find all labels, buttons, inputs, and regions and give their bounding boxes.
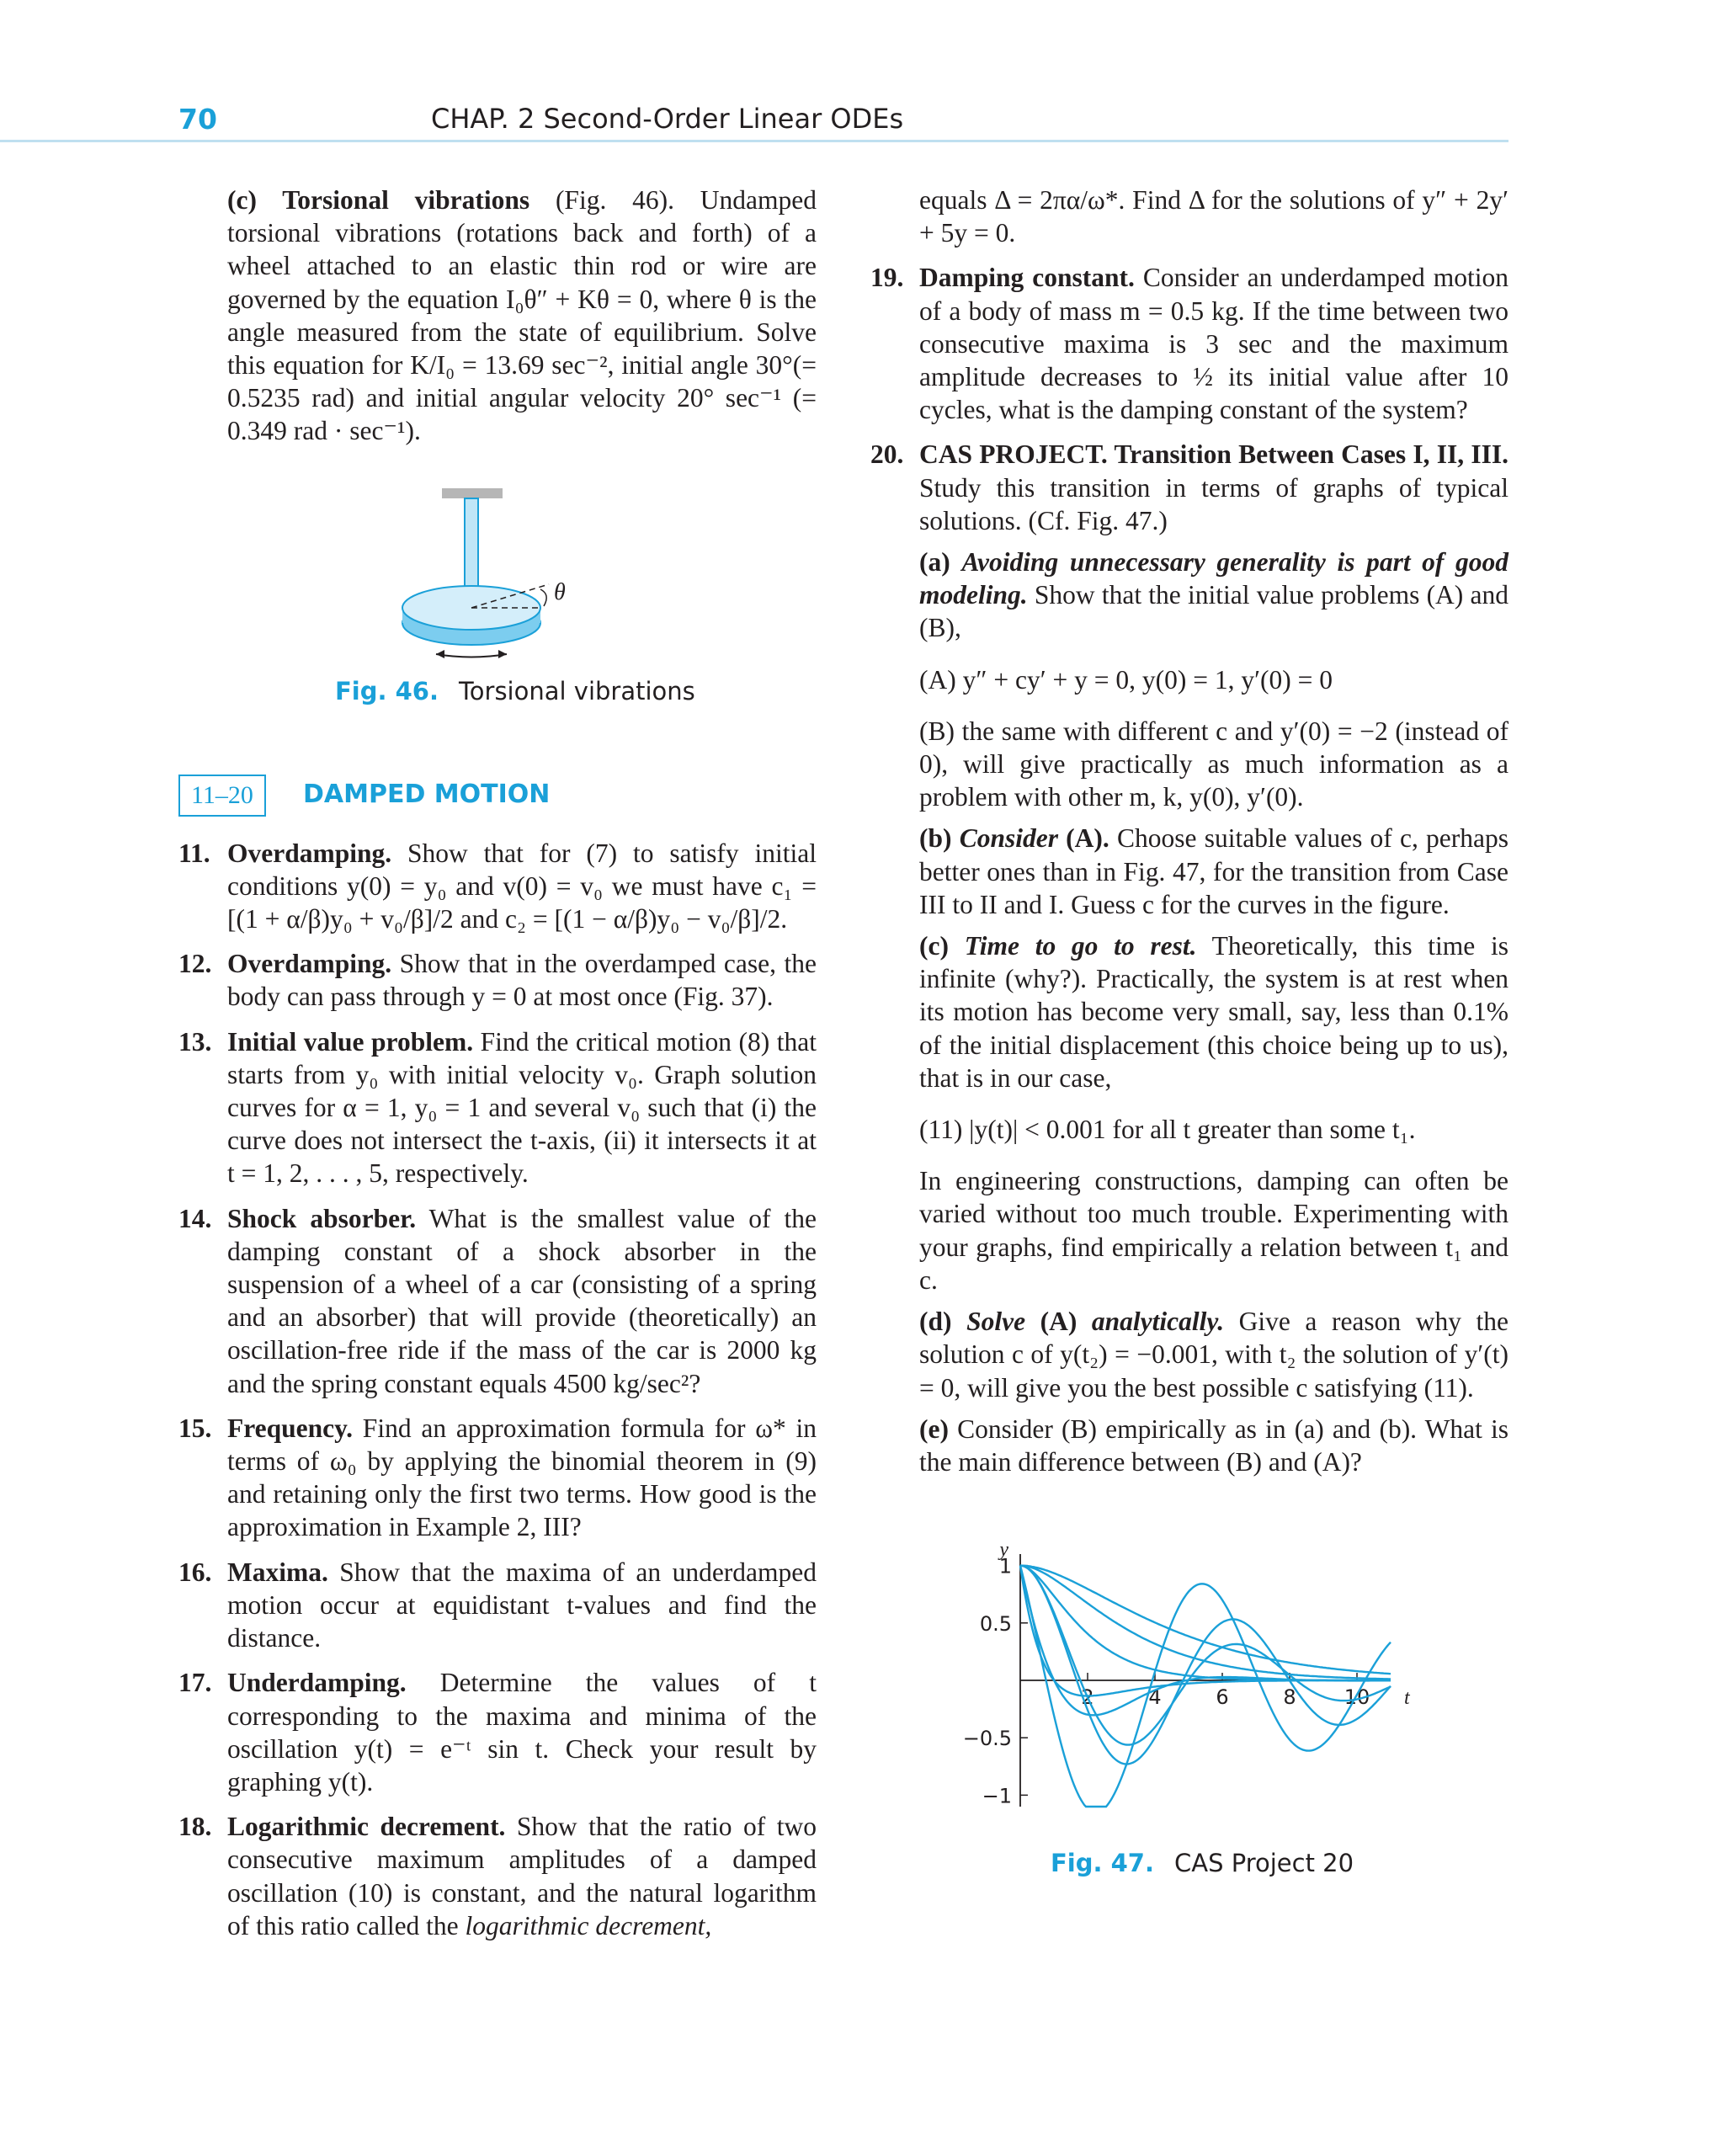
arrow-head-right bbox=[498, 650, 507, 658]
problem-16 bbox=[178, 1556, 817, 1655]
part-title: Consider bbox=[959, 823, 1058, 854]
fig-46-label: Fig. 46. bbox=[335, 676, 439, 705]
angle-arc bbox=[540, 589, 546, 606]
part-label: (e) bbox=[919, 1413, 949, 1444]
x-tick-label: 6 bbox=[1216, 1685, 1229, 1710]
part-text: Choose suitable values of c, perhaps better ones than in Fig. 47, for the transition from Case III to II and I. Guess c for the curves in the figure. bbox=[919, 823, 1508, 919]
chapter-title: CHAP. 2 Second-Order Linear ODEs bbox=[431, 103, 904, 135]
section-title: DAMPED MOTION bbox=[303, 779, 551, 809]
problem-18-continuation: equals Δ = 2πα/ω*. Find Δ for the solutions of y″ + 2y′ + 5y = 0. bbox=[919, 185, 1508, 248]
part-a bbox=[919, 546, 1508, 645]
problem-number: 15. bbox=[178, 1413, 212, 1443]
fig-47-caption-text: CAS Project 20 bbox=[1174, 1849, 1354, 1878]
problem-number: 17. bbox=[178, 1668, 212, 1698]
equation-11: (11) |y(t)| < 0.001 for all t greater than some t₁. bbox=[919, 1115, 1416, 1145]
part-title-2: (A) bbox=[1025, 1307, 1092, 1337]
problem-text: Consider an underdamped motion of a body of mass m = 0.5 kg. If the time between two consecutive maxima is 3 sec and the maximum amplitude decreases to ½ its initial value after 10 cycles, what is the damping constant of the system? bbox=[919, 263, 1508, 425]
page-number: 70 bbox=[178, 103, 217, 136]
y-axis-label: y bbox=[999, 1539, 1008, 1562]
solution-curve-1 bbox=[1020, 1566, 1391, 1674]
fig-47-label: Fig. 47. bbox=[1051, 1849, 1154, 1878]
part-title: Avoiding unnecessary generality is part of good modeling. bbox=[919, 547, 1509, 610]
problem-12 bbox=[178, 947, 817, 1013]
fig-46 bbox=[227, 482, 817, 726]
problem-19 bbox=[870, 261, 1508, 426]
problem-text: Show that in the overdamped case, the body can pass through y = 0 at most once (Fig. 37). bbox=[227, 949, 817, 1012]
problem-title: Overdamping. bbox=[227, 838, 392, 868]
problem-number: 18. bbox=[178, 1812, 212, 1842]
problem-text: Determine the values of t corresponding to the maxima and minima of the oscillation y(t) = e⁻ᵗ sin t. Check your result by graphing y(t). bbox=[227, 1668, 817, 1797]
problem-number: 20. bbox=[870, 439, 904, 470]
cas-project-chart bbox=[919, 1529, 1508, 1840]
part-title: Time to go to rest. bbox=[964, 931, 1197, 961]
part-B-text: (B) the same with different c and y′(0) = −2 (instead of 0), will give practically as much information as a problem with other m, k, y(0), y′(0). bbox=[919, 716, 1508, 812]
problem-20 bbox=[870, 438, 1508, 537]
x-tick-label: 2 bbox=[1081, 1685, 1094, 1710]
problem-number: 13. bbox=[178, 1026, 212, 1057]
problem-text: Show that the maxima of an underdamped motion occur at equidistant t-values and find the distance. bbox=[227, 1557, 817, 1653]
y-tick-label: −0.5 bbox=[962, 1727, 1012, 1751]
problem-15 bbox=[178, 1412, 817, 1544]
solution-curve-5 bbox=[1020, 1566, 1391, 1745]
problem-title: Shock absorber. bbox=[227, 1203, 417, 1233]
part-text: Consider (B) empirically as in (a) and (b). What is the main difference between (B) and (A)? bbox=[919, 1413, 1508, 1477]
problem-number: 12. bbox=[178, 949, 212, 979]
problem-text: Show that the ratio of two consecutive maximum amplitudes of a damped oscillation (10) is constant, and the natural logarithm of this ratio called the bbox=[227, 1812, 817, 1940]
torsional-wheel-diagram bbox=[227, 482, 817, 667]
problem-title: Underdamping. bbox=[227, 1668, 407, 1698]
problem-number: 19. bbox=[870, 263, 904, 293]
header-rule bbox=[0, 140, 1508, 142]
problem-text: Find an approximation formula for ω* in terms of ω₀ by applying the binomial theorem in (9) and retaining only the first two terms. How good is the approximation in Example 2, III? bbox=[227, 1413, 817, 1542]
torsional-vibrations-paragraph bbox=[227, 184, 817, 448]
problem-title: Overdamping. bbox=[227, 949, 392, 979]
arrow-head-left bbox=[436, 650, 444, 658]
part-b bbox=[919, 822, 1508, 921]
ceiling-mount bbox=[442, 488, 503, 498]
solution-curve-8 bbox=[1020, 1566, 1391, 1807]
problem-italic-term: logarithmic decrement, bbox=[465, 1910, 712, 1940]
problem-18 bbox=[178, 1810, 817, 1942]
y-tick-label: 1 bbox=[998, 1554, 1012, 1578]
problem-title: Maxima. bbox=[227, 1557, 328, 1587]
problem-text: What is the smallest value of the damping constant of a shock absorber in the suspension of a wheel of a car (consisting of a spring and an absorber) that will provide (theoretically) an oscillation-free ride if the mass of the car is 2000 kg and the spring constant equals 4500 kg/sec²? bbox=[227, 1203, 817, 1398]
part-label: (c) bbox=[919, 931, 949, 961]
problem-title: CAS PROJECT. Transition Between Cases I, II, III. bbox=[919, 439, 1508, 470]
problem-title: Initial value problem. bbox=[227, 1026, 474, 1057]
part-c-continuation: In engineering constructions, damping can often be varied without too much trouble. Experimenting with your graphs, find empirically a relation between t₁ and c. bbox=[919, 1166, 1508, 1295]
fig-46-caption bbox=[335, 675, 695, 708]
part-d bbox=[919, 1305, 1508, 1404]
equation-A: (A) y″ + cy′ + y = 0, y(0) = 1, y′(0) = 0 bbox=[919, 664, 1333, 695]
part-label: (b) bbox=[919, 823, 952, 854]
section-heading bbox=[178, 775, 817, 825]
problem-list bbox=[178, 837, 817, 1942]
part-text: Give a reason why the solution c of y(t₂) = −0.001, with t₂ the solution of y′(t) = 0, will give you the best possible c satisfying (11). bbox=[919, 1307, 1509, 1403]
problem-number: 16. bbox=[178, 1557, 212, 1587]
problem-14 bbox=[178, 1202, 817, 1400]
x-tick-label: 4 bbox=[1148, 1685, 1162, 1710]
x-tick-label: 8 bbox=[1283, 1685, 1296, 1710]
fig-47 bbox=[919, 1529, 1508, 1882]
x-tick-label: 10 bbox=[1344, 1685, 1370, 1710]
part-c bbox=[919, 929, 1508, 1094]
part-title-2: (A). bbox=[1057, 823, 1109, 854]
part-title: Solve bbox=[966, 1307, 1026, 1337]
page-header bbox=[0, 0, 1724, 143]
part-label: (a) bbox=[919, 547, 950, 578]
fig-47-caption bbox=[1051, 1847, 1354, 1880]
problem-text: Show that for (7) to satisfy initial conditions y(0) = y₀ and v(0) = v₀ we must have c₁ = [(1 + α/β)y₀ + v₀/β]/2 and c₂ = [(1 − α/β)y₀ − v₀/β]/2. bbox=[227, 838, 817, 934]
problem-title: Logarithmic decrement. bbox=[227, 1812, 506, 1842]
part-label: (d) bbox=[919, 1307, 952, 1337]
part-text: Show that the initial value problems (A) and (B), bbox=[919, 580, 1508, 643]
problem-text: Find the critical motion (8) that starts from y₀ with initial velocity v₀. Graph solution curves for α = 1, y₀ = 1 and several v₀ such that (i) the curve does not intersect the t-axis, (ii) it intersects it at t = 1, 2, . . . , 5, respectively. bbox=[227, 1026, 817, 1189]
theta-label: θ bbox=[554, 578, 566, 605]
x-axis-label: t bbox=[1404, 1687, 1410, 1710]
part-text: Theoretically, this time is infinite (why?). Practically, the system is at rest when its motion has become very small, say, less than 0.1% of the initial displacement (this choice being up to us), that is in our case, bbox=[919, 931, 1509, 1093]
problem-11 bbox=[178, 837, 817, 936]
problem-13 bbox=[178, 1025, 817, 1190]
problem-number: 14. bbox=[178, 1203, 212, 1233]
left-column bbox=[178, 184, 817, 1954]
problem-17 bbox=[178, 1666, 817, 1798]
right-column bbox=[870, 184, 1509, 1882]
torsional-label: (c) Torsional vibrations bbox=[227, 185, 530, 215]
section-range: 11–20 bbox=[178, 775, 266, 817]
part-e bbox=[919, 1413, 1508, 1478]
part-title-3: analytically. bbox=[1091, 1307, 1225, 1337]
fig-46-caption-text: Torsional vibrations bbox=[459, 676, 695, 705]
problem-title: Frequency. bbox=[227, 1413, 354, 1443]
torsional-text: (Fig. 46). Undamped torsional vibrations (rotations back and forth) of a wheel attached to an elastic thin rod or wire are governed by the equation I₀θ″ + Kθ = 0, where θ is the angle measured from the state of equilibrium. Solve this equation for K/I₀ = 13.69 sec⁻², initial angle 30°(= 0.5235 rad) and initial angular velocity 20° sec⁻¹ (= 0.349 rad · sec⁻¹). bbox=[227, 185, 817, 446]
problem-number: 11. bbox=[178, 838, 210, 868]
y-tick-label: −1 bbox=[982, 1784, 1012, 1808]
rotation-arrow bbox=[436, 654, 507, 657]
problem-text: Study this transition in terms of graphs of typical solutions. (Cf. Fig. 47.) bbox=[919, 472, 1508, 535]
problem-title: Damping constant. bbox=[919, 263, 1135, 293]
y-tick-label: 0.5 bbox=[979, 1611, 1012, 1636]
